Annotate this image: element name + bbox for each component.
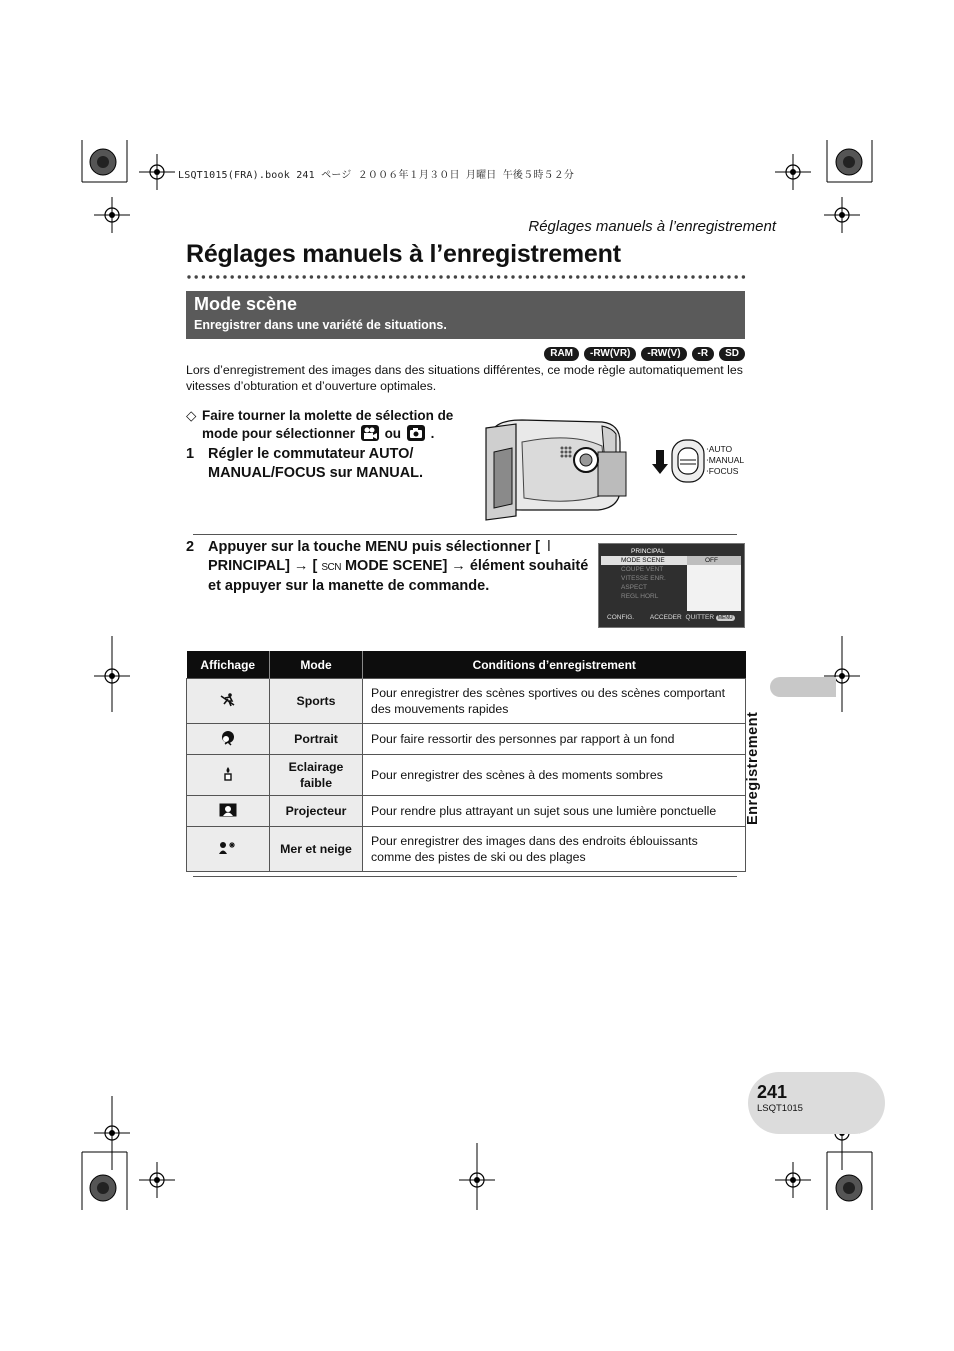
media-badges — [544, 347, 745, 361]
rule-dot — [468, 275, 471, 278]
rule-dot — [461, 275, 464, 278]
badge-sd: SD — [719, 347, 745, 361]
rule-dot — [605, 275, 608, 278]
rule-dot — [504, 275, 507, 278]
step-1-text: Régler le commutateur AUTO/ MANUAL/FOCUS sur MANUAL. — [208, 446, 424, 481]
table-cell-mode: Sports — [270, 679, 363, 724]
rule-dot — [252, 275, 255, 278]
rule-dot — [519, 275, 522, 278]
rule-dot — [490, 275, 493, 278]
table-row — [187, 755, 746, 796]
rule-dot — [346, 275, 349, 278]
rule-dot — [238, 275, 241, 278]
rule-dot — [274, 275, 277, 278]
rule-dot — [483, 275, 486, 278]
pre-step-end: . — [430, 425, 435, 441]
rule-dot — [353, 275, 356, 278]
table-cell-icon — [187, 724, 270, 755]
table-cell-condition: Pour rendre plus attrayant un sujet sous une lumière ponctuelle — [363, 796, 746, 827]
rule-dot — [331, 275, 334, 278]
table-header-row — [187, 651, 746, 679]
rule-dot — [555, 275, 558, 278]
menu-row: VITESSE ENR. — [621, 575, 666, 582]
title-dotted-rule — [186, 274, 746, 280]
rule-dot — [288, 275, 291, 278]
menu-title: PRINCIPAL — [631, 548, 665, 555]
side-tab — [770, 677, 836, 697]
rule-dot — [641, 275, 644, 278]
table-cell-condition: Pour enregistrer des images dans des endroits éblouissants comme des pistes de ski ou des plages — [363, 827, 746, 872]
print-line: LSQT1015(FRA).book 241 ページ ２００６年１月３０日 月曜日 午後５時５２分 — [178, 170, 575, 181]
badge-r: -R — [692, 347, 715, 361]
camera-icon — [407, 425, 425, 441]
rule-dot — [339, 275, 342, 278]
portrait-icon — [220, 730, 236, 746]
principal-icon: ǀ — [546, 539, 551, 555]
rule-dot — [295, 275, 298, 278]
table-cell-mode: Portrait — [270, 724, 363, 755]
low-light-icon — [222, 766, 234, 782]
rule-dot — [231, 275, 234, 278]
rule-dot — [742, 275, 745, 278]
rule-dot — [447, 275, 450, 278]
rule-dot — [619, 275, 622, 278]
menu-row: REGL HORL — [621, 593, 659, 600]
rule-dot — [691, 275, 694, 278]
video-camera-icon — [361, 425, 379, 441]
table-cell-icon — [187, 679, 270, 724]
intro-paragraph: Lors d’enregistrement des images dans des situations différentes, ce mode règle automatiquement les vitesses d’obturation et d’ouverture optimales. — [186, 363, 743, 393]
rule-dot — [727, 275, 730, 278]
rule-dot — [540, 275, 543, 278]
rule-dot — [591, 275, 594, 278]
rule-dot — [706, 275, 709, 278]
step-2-number: 2 — [186, 539, 195, 555]
table-cell-condition: Pour enregistrer des scènes à des moments sombres — [363, 755, 746, 796]
rule-dot — [439, 275, 442, 278]
divider-top — [193, 534, 737, 535]
rule-dot — [583, 275, 586, 278]
sports-icon — [220, 693, 236, 707]
rule-dot — [209, 275, 212, 278]
switch-label-focus: ⋅FOCUS — [706, 466, 739, 476]
step-2-text-a: Appuyer sur la touche MENU puis sélectionner [ — [208, 539, 540, 555]
rule-dot — [432, 275, 435, 278]
rule-dot — [670, 275, 673, 278]
scn-icon: SCN — [321, 562, 341, 573]
rule-dot — [735, 275, 738, 278]
rule-dot — [612, 275, 615, 278]
menu-footer: CONFIG. ACCEDER QUITTER MENU — [607, 614, 733, 621]
rule-dot — [195, 275, 198, 278]
rule-dot — [310, 275, 313, 278]
menu-options — [687, 556, 741, 611]
section-band — [186, 291, 745, 339]
rule-dot — [598, 275, 601, 278]
rule-dot — [403, 275, 406, 278]
camcorder-illustration — [482, 412, 628, 522]
rule-dot — [360, 275, 363, 278]
rule-dot — [713, 275, 716, 278]
rule-dot — [223, 275, 226, 278]
table-cell-mode: Mer et neige — [270, 827, 363, 872]
step-2-text-b: PRINCIPAL] → [ — [208, 558, 318, 574]
rule-dot — [533, 275, 536, 278]
pre-step-or: ou — [384, 425, 402, 441]
rule-dot — [576, 275, 579, 278]
table-row — [187, 679, 746, 724]
rule-dot — [663, 275, 666, 278]
table-row — [187, 724, 746, 755]
header-display: Affichage — [187, 651, 270, 679]
rule-dot — [648, 275, 651, 278]
rule-dot — [324, 275, 327, 278]
page-number: 241 — [757, 1082, 788, 1102]
side-label: Enregistrement — [745, 711, 761, 825]
table-cell-icon — [187, 755, 270, 796]
rule-dot — [411, 275, 414, 278]
rule-dot — [187, 275, 190, 278]
menu-row: COUPE VENT — [621, 566, 664, 573]
rule-dot — [684, 275, 687, 278]
table-cell-mode: Projecteur — [270, 796, 363, 827]
rule-dot — [425, 275, 428, 278]
rule-dot — [569, 275, 572, 278]
rule-dot — [216, 275, 219, 278]
rule-dot — [526, 275, 529, 278]
page-title: Réglages manuels à l’enregistrement — [186, 240, 621, 268]
table-row — [187, 827, 746, 872]
badge-rw-vr: -RW(VR) — [584, 347, 636, 361]
rule-dot — [317, 275, 320, 278]
menu-row: ASPECT — [621, 584, 648, 591]
rule-dot — [497, 275, 500, 278]
badge-rw-v: -RW(V) — [641, 347, 686, 361]
rule-dot — [699, 275, 702, 278]
table-cell-icon — [187, 827, 270, 872]
rule-dot — [267, 275, 270, 278]
rule-dot — [454, 275, 457, 278]
menu-rows — [601, 556, 687, 601]
menu-row: MODE SCENE — [601, 556, 687, 565]
header-mode: Mode — [270, 651, 363, 679]
header-conditions: Conditions d’enregistrement — [363, 651, 746, 679]
section-subheading: Enregistrer dans une variété de situations. — [194, 318, 447, 332]
rule-dot — [382, 275, 385, 278]
rule-dot — [367, 275, 370, 278]
rule-dot — [375, 275, 378, 278]
rule-dot — [418, 275, 421, 278]
pre-step-text-a: Faire tourner la molette de sélection de mode pour sélectionner — [202, 408, 454, 441]
switch-label-auto: ⋅AUTO — [706, 444, 733, 454]
rule-dot — [677, 275, 680, 278]
step-2-text — [208, 538, 596, 596]
running-head: Réglages manuels à l’enregistrement — [528, 218, 776, 235]
rule-dot — [511, 275, 514, 278]
step-2-text-c: MODE SCENE] → élément souhaité et appuyer sur la manette de commande. — [208, 558, 589, 594]
step-1-number: 1 — [186, 446, 195, 462]
rule-dot — [303, 275, 306, 278]
rule-dot — [720, 275, 723, 278]
rule-dot — [202, 275, 205, 278]
rule-dot — [547, 275, 550, 278]
switch-label-manual: ⋅MANUAL — [706, 455, 745, 465]
badge-ram: RAM — [544, 347, 579, 361]
switch-illustration — [652, 438, 706, 484]
scene-mode-table — [186, 651, 746, 872]
page-code: LSQT1015 — [757, 1103, 803, 1114]
table-cell-condition: Pour faire ressortir des personnes par rapport à un fond — [363, 724, 746, 755]
surf-snow-icon — [218, 841, 238, 855]
spotlight-icon — [219, 803, 237, 817]
rule-dot — [634, 275, 637, 278]
rule-dot — [245, 275, 248, 278]
section-heading: Mode scène — [194, 294, 298, 314]
rule-dot — [389, 275, 392, 278]
table-cell-condition: Pour enregistrer des scènes sportives ou des scènes comportant des mouvements rapides — [363, 679, 746, 724]
table-cell-mode: Eclairage faible — [270, 755, 363, 796]
rule-dot — [475, 275, 478, 278]
rule-dot — [396, 275, 399, 278]
rule-dot — [627, 275, 630, 278]
switch-labels — [706, 444, 744, 477]
rule-dot — [655, 275, 658, 278]
menu-option-off: OFF — [687, 556, 741, 565]
menu-screenshot — [598, 543, 745, 628]
table-row — [187, 796, 746, 827]
table-cell-icon — [187, 796, 270, 827]
diamond-marker: ◇ — [186, 408, 197, 423]
rule-dot — [562, 275, 565, 278]
rule-dot — [259, 275, 262, 278]
divider-bottom — [193, 876, 737, 877]
pre-step-text — [202, 408, 492, 442]
rule-dot — [281, 275, 284, 278]
